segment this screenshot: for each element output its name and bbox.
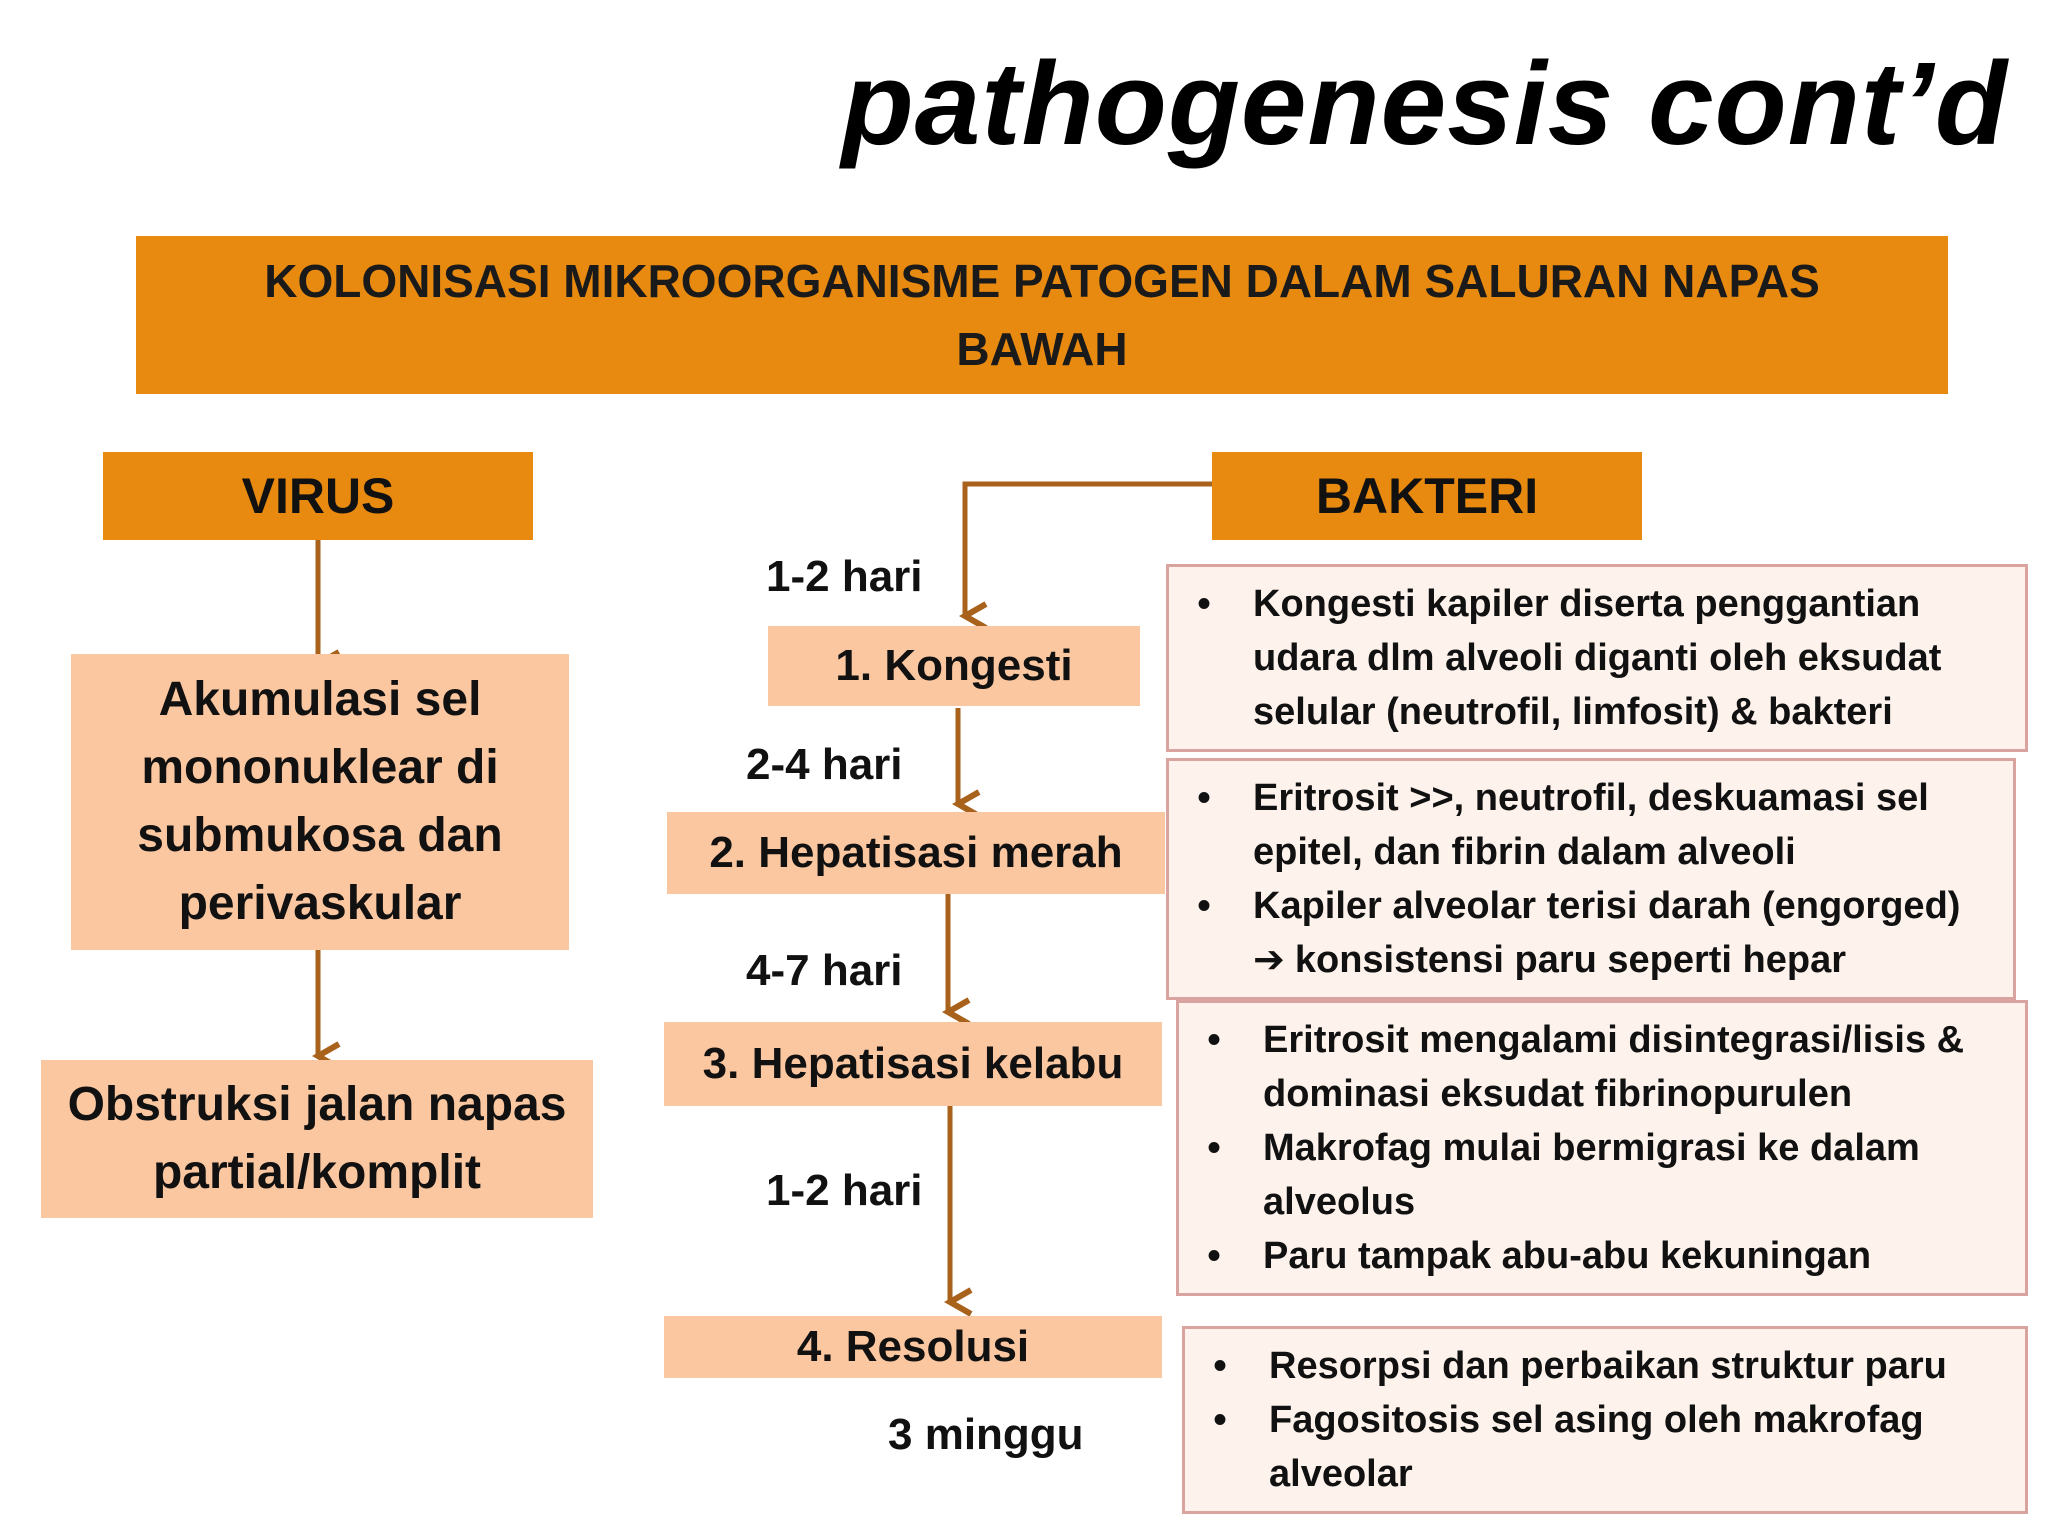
duration-resolusi: 3 minggu: [888, 1410, 1084, 1459]
desc-hepatisasi-merah: [1166, 758, 2016, 1000]
bullet-icon: •: [1197, 777, 1211, 819]
stage-kongesti: 1. Kongesti: [768, 626, 1140, 706]
accumulation-line-3: submukosa dan: [137, 809, 503, 862]
obstruction-line-2: partial/komplit: [152, 1146, 482, 1199]
desc-kongesti-item: • Kongesti kapiler diserta penggantian udara dlm alveoli diganti oleh eksudat selular (neutrofil, limfosit) & bakteri: [1189, 577, 2005, 739]
page-title: pathogenesis cont’d: [841, 38, 2008, 170]
desc-kelabu-item-2: • Makrofag mulai bermigrasi ke dalam alveolus: [1199, 1121, 2005, 1229]
desc-resolusi-item-1: • Resorpsi dan perbaikan struktur paru: [1205, 1339, 2005, 1393]
desc-resolusi-item-2: • Fagositosis sel asing oleh makrofag alveolar: [1205, 1393, 2005, 1501]
virus-accumulation-box: [71, 654, 569, 950]
bullet-icon: •: [1213, 1345, 1227, 1387]
desc-resolusi: [1182, 1326, 2028, 1514]
duration-hepatisasi-merah: 2-4 hari: [746, 740, 903, 789]
desc-kelabu-item-3: • Paru tampak abu-abu kekuningan: [1199, 1229, 2005, 1283]
bullet-icon: •: [1207, 1127, 1221, 1169]
desc-hepatisasi-kelabu: [1176, 1000, 2028, 1296]
desc-kongesti: [1166, 564, 2028, 752]
virus-header: VIRUS: [103, 452, 533, 540]
accumulation-line-2: mononuklear di: [141, 741, 499, 794]
stage-hepatisasi-merah: 2. Hepatisasi merah: [667, 812, 1165, 894]
duration-resolusi-onset: 1-2 hari: [766, 1166, 923, 1215]
banner-line-1: KOLONISASI MIKROORGANISME PATOGEN DALAM SALURAN NAPAS: [264, 255, 1820, 307]
desc-kelabu-item-1: • Eritrosit mengalami disintegrasi/lisis & dominasi eksudat fibrinopurulen: [1199, 1013, 2005, 1121]
right-arrow-icon: ➔: [1253, 939, 1285, 981]
virus-obstruction-box: [41, 1060, 593, 1218]
stage-hepatisasi-kelabu: 3. Hepatisasi kelabu: [664, 1022, 1162, 1106]
bullet-icon: •: [1207, 1019, 1221, 1061]
duration-hepatisasi-kelabu: 4-7 hari: [746, 946, 903, 995]
accumulation-line-1: Akumulasi sel: [158, 673, 482, 726]
bullet-icon: •: [1197, 583, 1211, 625]
bakteri-header: BAKTERI: [1212, 452, 1642, 540]
duration-kongesti: 1-2 hari: [766, 552, 923, 601]
stage-resolusi: 4. Resolusi: [664, 1316, 1162, 1378]
bullet-icon: •: [1207, 1235, 1221, 1277]
desc-merah-item-1: • Eritrosit >>, neutrofil, deskuamasi sel epitel, dan fibrin dalam alveoli: [1189, 771, 1993, 879]
accumulation-line-4: perivaskular: [178, 877, 462, 930]
bullet-icon: •: [1197, 885, 1211, 927]
obstruction-line-1: Obstruksi jalan napas: [67, 1078, 567, 1131]
desc-merah-item-2: • Kapiler alveolar terisi darah (engorged) ➔ konsistensi paru seperti hepar: [1189, 879, 1993, 987]
banner-line-2: BAWAH: [956, 323, 1128, 375]
bullet-icon: •: [1213, 1399, 1227, 1441]
